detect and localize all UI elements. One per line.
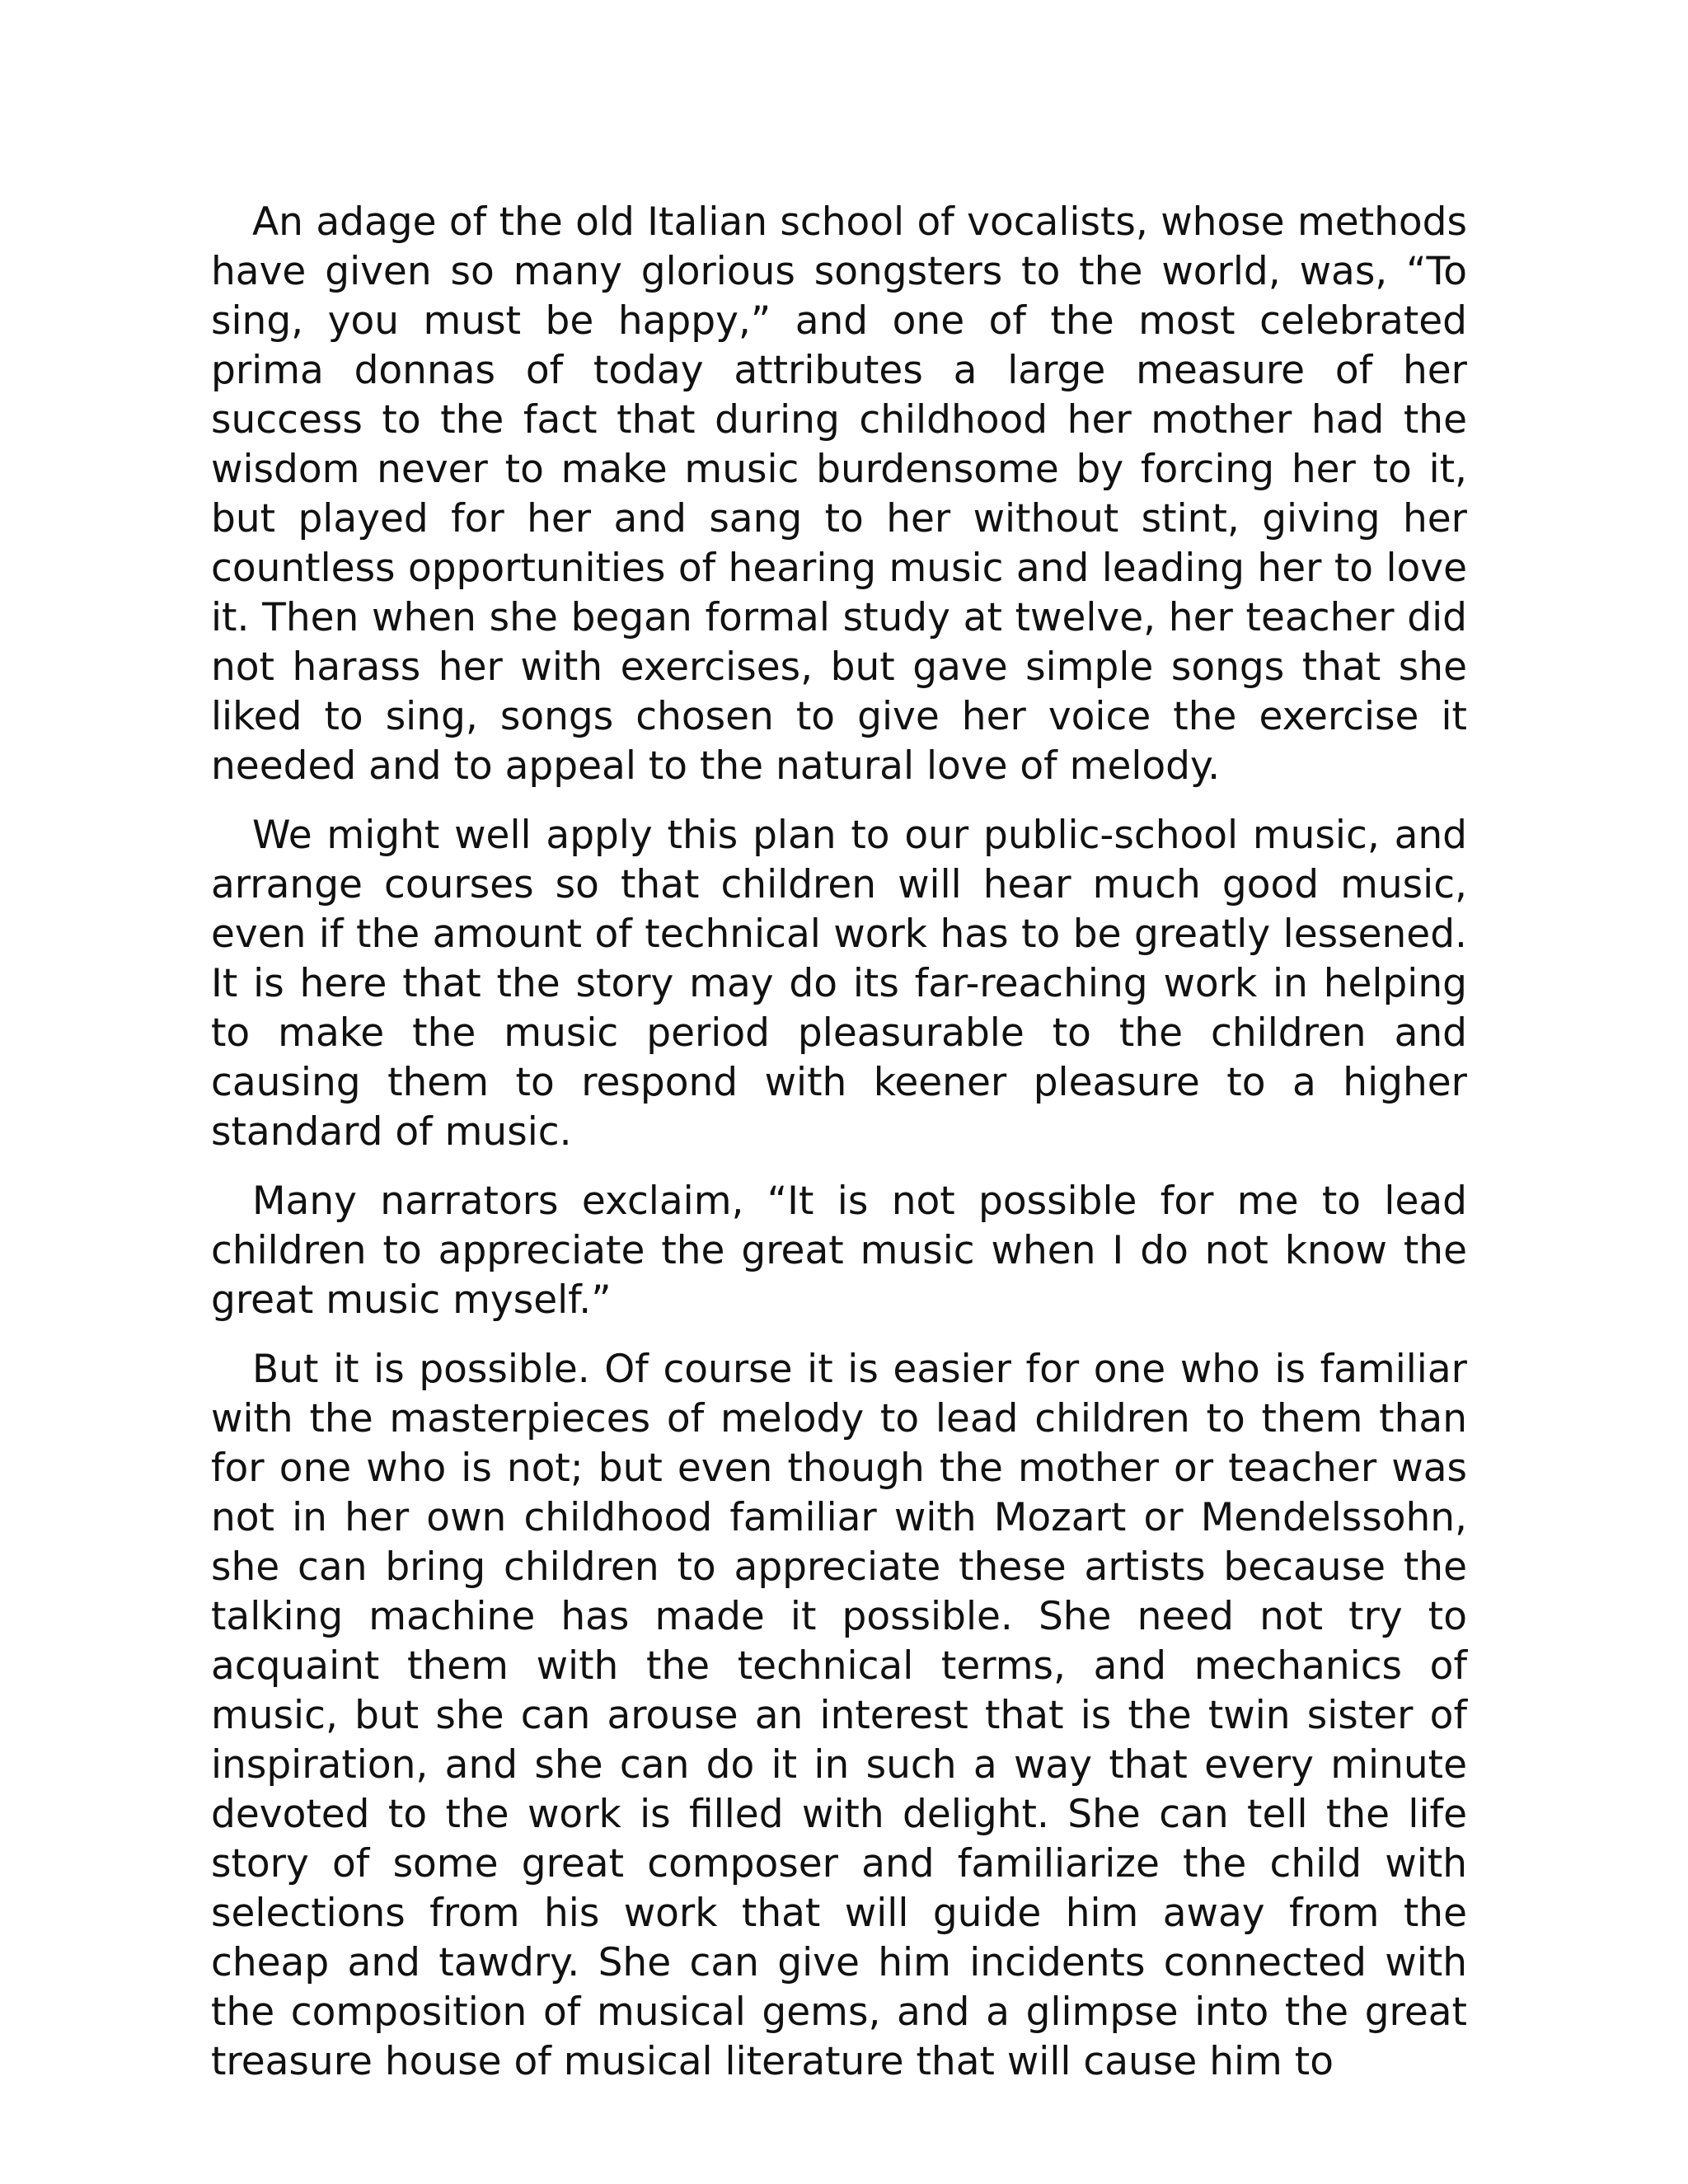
document-page xyxy=(211,198,1467,2087)
paragraph-4: But it is possible. Of course it is easier for one who is familiar with the masterpieces of melody to lead children to them than for one who is not; but even though the mother or teacher was not in her own childhood familiar with Mozart or Mendelssohn, she can bring children to appreciate these artists because the talking machine has made it possible. She need not try to acquaint them with the technical terms, and mechanics of music, but she can arouse an interest that is the twin sister of inspiration, and she can do it in such a way that every minute devoted to the work is filled with delight. She can tell the life story of some great composer and familiarize the child with selections from his work that will guide him away from the cheap and tawdry. She can give him incidents connected with the composition of musical gems, and a glimpse into the great treasure house of musical literature that will cause him to xyxy=(211,1347,1467,2084)
paragraph-1: An adage of the old Italian school of vocalists, whose methods have given so many glorious songsters to the world, was, “To sing, you must be happy,” and one of the most celebrated prima donnas of today attributes a large measure of her success to the fact that during childhood her mother had the wisdom never to make music burdensome by forcing her to it, but played for her and sang to her without stint, giving her countless opportunities of hearing music and leading her to love it. Then when she began formal study at twelve, her teacher did not harass her with exercises, but gave simple songs that she liked to sing, songs chosen to give her voice the exercise it needed and to appeal to the natural love of melody. xyxy=(211,199,1467,789)
paragraph-2: We might well apply this plan to our public-school music, and arrange courses so that children will hear much good music, even if the amount of technical work has to be greatly lessened. It is here that the story may do its far-reaching work in helping to make the music period pleasurable to the children and causing them to respond with keener pleasure to a higher standard of music. xyxy=(211,813,1467,1155)
paragraph-3: Many narrators exclaim, “It is not possible for me to lead children to appreciate the great music when I do not know the great music myself.” xyxy=(211,1179,1467,1323)
